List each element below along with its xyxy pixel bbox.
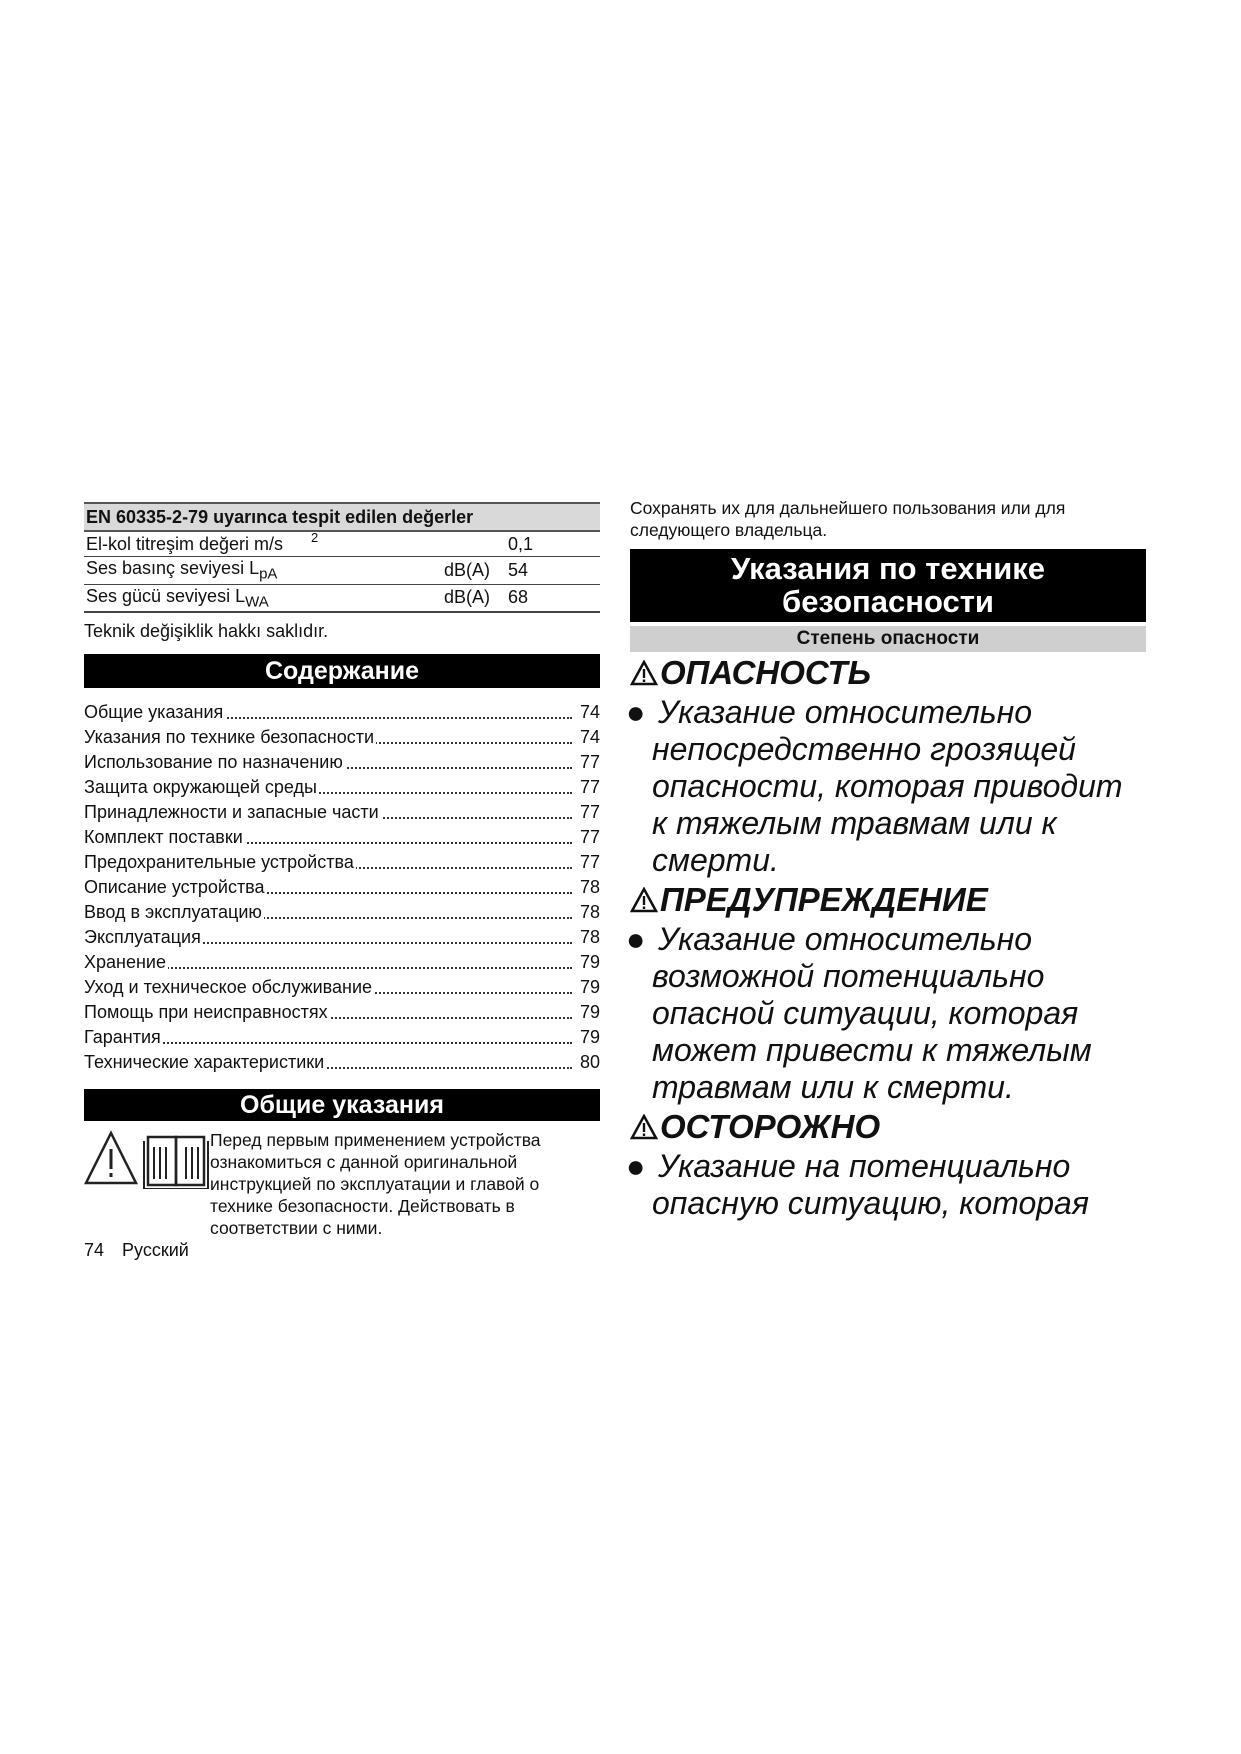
danger-level-text	[626, 694, 1146, 879]
level-text-line: непосредственно грозящей	[652, 731, 1076, 767]
toc-item[interactable]	[84, 725, 600, 750]
bullet-icon: ●	[626, 694, 646, 730]
level-text-line: смерти.	[652, 842, 779, 878]
toc-item[interactable]	[84, 1000, 600, 1025]
toc-item[interactable]	[84, 1050, 600, 1075]
toc-item[interactable]	[84, 775, 600, 800]
toc-item-label: Использование по назначению	[84, 752, 343, 773]
toc-item[interactable]	[84, 900, 600, 925]
page-number: 74	[84, 1240, 105, 1260]
level-text-line: Указание относительно	[658, 921, 1033, 957]
safety-title-line: безопасности	[782, 584, 994, 619]
spec-unit: dB(A)	[442, 557, 506, 585]
warning-triangle-icon	[630, 660, 658, 686]
spec-label: Ses gücü seviyesi L	[86, 585, 246, 606]
spec-value: 54	[506, 557, 600, 585]
toc-item-label: Предохранительные устройства	[84, 852, 354, 873]
intro-text: Сохранять их для дальнейшего пользования или для следующего владельца.	[630, 498, 1066, 540]
toc-item[interactable]	[84, 925, 600, 950]
toc-item-label: Уход и техническое обслуживание	[84, 977, 373, 998]
toc-item-page: 74	[576, 700, 600, 725]
toc-item-label: Помощь при неисправностях	[84, 1002, 328, 1023]
toc-item-page: 77	[576, 800, 600, 825]
toc-item-page: 79	[576, 950, 600, 975]
spec-table-header: EN 60335-2-79 uyarınca tespit edilen değerler	[84, 503, 600, 531]
level-text-line: Указание относительно	[658, 694, 1033, 730]
toc-item[interactable]	[84, 700, 600, 725]
toc-item-page: 74	[576, 725, 600, 750]
toc-item[interactable]	[84, 1025, 600, 1050]
toc-item-page: 77	[576, 850, 600, 875]
warning-level-title	[630, 879, 1146, 921]
toc-item-label: Указания по технике безопасности	[84, 727, 375, 748]
toc-item[interactable]	[84, 800, 600, 825]
spec-label: El-kol titreşim değeri m/s	[86, 533, 284, 554]
warning-triangle-icon	[630, 887, 658, 913]
instruction-icons	[84, 1129, 210, 1189]
spec-unit	[442, 531, 506, 557]
general-notes-block	[84, 1129, 600, 1239]
toc-item-page: 78	[576, 900, 600, 925]
hazard-level-title: Степень опасности	[630, 626, 1146, 652]
level-text-line: опасности, которая приводит	[652, 768, 1123, 804]
level-text-line: опасной ситуации, которая	[652, 995, 1079, 1031]
toc-item-label: Описание устройства	[84, 877, 265, 898]
toc-item-page: 78	[576, 875, 600, 900]
table-row	[84, 557, 600, 585]
toc-item-label: Ввод в эксплуатацию	[84, 902, 262, 923]
table-of-contents	[84, 700, 600, 1075]
toc-item-label: Технические характеристики	[84, 1052, 325, 1073]
spec-table	[84, 502, 600, 613]
page-footer	[84, 1240, 189, 1261]
spec-unit: dB(A)	[442, 584, 506, 612]
toc-item[interactable]	[84, 750, 600, 775]
level-title-text: ОСТОРОЖНО	[660, 1108, 881, 1145]
spec-label: Ses basınç seviyesi L	[86, 558, 260, 578]
level-text-line: опасную ситуацию, которая	[652, 1185, 1089, 1221]
level-title-text: ПРЕДУПРЕЖДЕНИЕ	[660, 881, 988, 918]
toc-item-label: Эксплуатация	[84, 927, 201, 948]
spec-subscript: pA	[259, 565, 278, 583]
toc-item-label: Комплект поставки	[84, 827, 243, 848]
level-title-text: ОПАСНОСТЬ	[660, 654, 872, 691]
toc-item-page: 79	[576, 1000, 600, 1025]
footer-language: Русский	[122, 1240, 189, 1260]
toc-item-page: 79	[576, 1025, 600, 1050]
caution-level-title	[630, 1106, 1146, 1148]
level-text-line: Указание на потенциально	[658, 1148, 1071, 1184]
toc-item-label: Принадлежности и запасные части	[84, 802, 379, 823]
general-notes-text: Перед первым применением устройства ознакомиться с данной оригинальной инструкцией по эксплуатации и главой о технике безопасности. Действовать в соответствии с ними.	[210, 1130, 541, 1239]
toc-item[interactable]	[84, 975, 600, 1000]
spec-subscript: WA	[245, 593, 269, 611]
level-text-line: к тяжелым травмам или к	[652, 805, 1057, 841]
left-column	[84, 502, 600, 1239]
toc-item-page: 77	[576, 750, 600, 775]
safety-instructions-title	[630, 549, 1146, 622]
spec-value: 68	[506, 584, 600, 612]
level-text-line: травмам или к смерти.	[652, 1069, 1014, 1105]
warning-triangle-icon	[630, 1114, 658, 1140]
toc-item[interactable]	[84, 875, 600, 900]
warning-level-text	[626, 921, 1146, 1106]
danger-level-title	[630, 652, 1146, 694]
toc-item-label: Хранение	[84, 952, 166, 973]
read-manual-book-icon	[144, 1137, 208, 1189]
spec-superscript: 2	[311, 529, 319, 545]
technical-changes-note: Teknik değişiklik hakkı saklıdır.	[84, 621, 329, 642]
toc-title: Содержание	[84, 654, 600, 688]
bullet-icon: ●	[626, 921, 646, 957]
toc-item[interactable]	[84, 950, 600, 975]
toc-item-page: 80	[576, 1050, 600, 1075]
right-column	[626, 497, 1146, 1222]
bullet-icon: ●	[626, 1148, 646, 1184]
caution-level-text	[626, 1148, 1146, 1222]
toc-item-page: 77	[576, 825, 600, 850]
level-text-line: возможной потенциально	[652, 958, 1045, 994]
toc-item-page: 77	[576, 775, 600, 800]
toc-item-label: Общие указания	[84, 702, 224, 723]
toc-item-page: 79	[576, 975, 600, 1000]
toc-item[interactable]	[84, 825, 600, 850]
level-text-line: может привести к тяжелым	[652, 1032, 1092, 1068]
general-notes-title: Общие указания	[84, 1089, 600, 1121]
toc-item[interactable]	[84, 850, 600, 875]
toc-item-page: 78	[576, 925, 600, 950]
table-row	[84, 584, 600, 612]
table-row	[84, 531, 600, 557]
toc-item-label: Защита окружающей среды	[84, 777, 317, 798]
warning-triangle-icon	[86, 1133, 136, 1183]
safety-title-line: Указания по технике	[730, 551, 1046, 586]
spec-value: 0,1	[506, 531, 600, 557]
toc-item-label: Гарантия	[84, 1027, 161, 1048]
